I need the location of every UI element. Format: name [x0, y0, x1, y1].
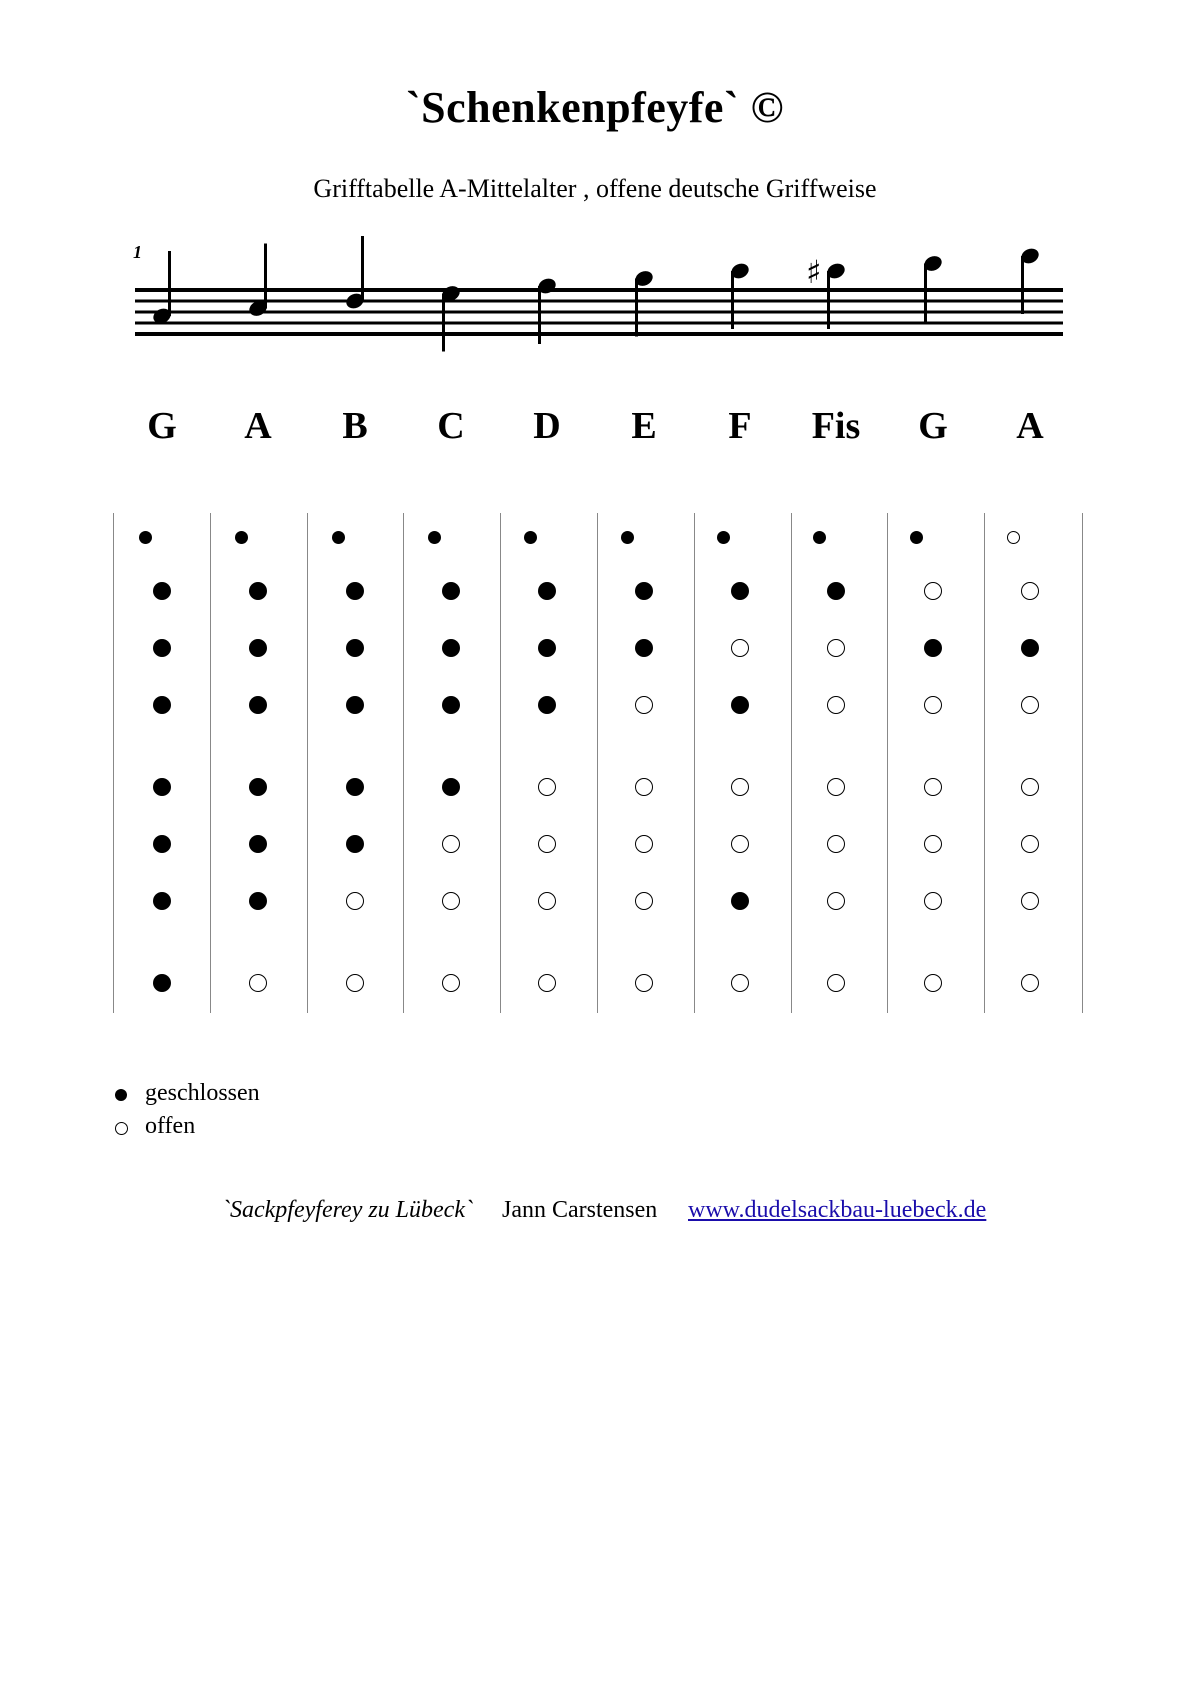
- fingering-chart: [113, 513, 1083, 1013]
- closed-hole-icon: [538, 696, 556, 714]
- measure-number: 1: [133, 242, 142, 262]
- closed-hole-icon: [442, 639, 460, 657]
- open-hole-icon: [442, 892, 460, 910]
- closed-hole-icon: [249, 582, 267, 600]
- open-hole-icon: [827, 778, 845, 796]
- staff-lines: [135, 290, 1063, 334]
- closed-hole-icon: [346, 696, 364, 714]
- open-hole-icon: [924, 835, 942, 853]
- closed-hole-icon: [442, 778, 460, 796]
- open-hole-icon: [827, 974, 845, 992]
- fingering-column: [307, 513, 403, 1013]
- open-hole-icon: [635, 696, 653, 714]
- open-hole-icon: [1021, 778, 1039, 796]
- page-subtitle: Grifftabelle A-Mittelalter , offene deutsche Griffweise: [313, 174, 877, 203]
- closed-hole-icon: [249, 778, 267, 796]
- closed-hole-icon: [346, 639, 364, 657]
- open-hole-icon: [346, 892, 364, 910]
- open-hole-icon: [827, 639, 845, 657]
- open-hole-icon: [1007, 531, 1020, 544]
- fingering-column: [984, 513, 1082, 1013]
- page-title: `Schenkenpfeyfe` ©: [406, 83, 784, 132]
- closed-hole-icon: [153, 696, 171, 714]
- closed-hole-icon: [249, 639, 267, 657]
- open-hole-icon: [827, 835, 845, 853]
- closed-hole-icon: [910, 531, 923, 544]
- open-hole-icon: [827, 892, 845, 910]
- closed-hole-icon: [346, 835, 364, 853]
- open-hole-icon: [924, 892, 942, 910]
- open-hole-icon: [538, 974, 556, 992]
- open-hole-icon: [1021, 835, 1039, 853]
- open-hole-icon: [538, 835, 556, 853]
- open-hole-icon: [1021, 974, 1039, 992]
- legend-closed-label: geschlossen: [145, 1080, 260, 1106]
- open-hole-icon: [538, 892, 556, 910]
- footer-website-link[interactable]: www.dudelsackbau-luebeck.de: [688, 1197, 987, 1223]
- closed-hole-icon: [332, 531, 345, 544]
- fingering-column: [791, 513, 887, 1013]
- closed-hole-icon: [153, 639, 171, 657]
- open-hole-icon: [346, 974, 364, 992]
- closed-hole-icon: [249, 696, 267, 714]
- closed-hole-icon: [153, 582, 171, 600]
- open-hole-icon: [1021, 696, 1039, 714]
- fingering-column: [887, 513, 984, 1013]
- closed-hole-icon: [115, 1089, 127, 1101]
- closed-hole-icon: [346, 582, 364, 600]
- open-hole-icon: [731, 974, 749, 992]
- closed-hole-icon: [924, 639, 942, 657]
- fingering-column: [113, 513, 210, 1013]
- open-hole-icon: [635, 974, 653, 992]
- open-hole-icon: [1021, 892, 1039, 910]
- closed-hole-icon: [346, 778, 364, 796]
- open-hole-icon: [924, 974, 942, 992]
- note-name: Fis: [811, 405, 861, 447]
- music-staff: [0, 0, 1190, 380]
- closed-hole-icon: [428, 531, 441, 544]
- open-hole-icon: [249, 974, 267, 992]
- note-name: G: [918, 405, 948, 447]
- closed-hole-icon: [635, 582, 653, 600]
- closed-hole-icon: [538, 582, 556, 600]
- fingering-column: [597, 513, 694, 1013]
- note-name: A: [244, 405, 272, 447]
- open-hole-icon: [635, 892, 653, 910]
- fingering-column: [694, 513, 791, 1013]
- closed-hole-icon: [731, 696, 749, 714]
- closed-hole-icon: [635, 639, 653, 657]
- note-name: A: [1016, 405, 1044, 447]
- closed-hole-icon: [153, 778, 171, 796]
- fingering-column: [403, 513, 500, 1013]
- fingering-column: [500, 513, 597, 1013]
- closed-hole-icon: [524, 531, 537, 544]
- closed-hole-icon: [249, 835, 267, 853]
- note-name: F: [728, 405, 752, 447]
- open-hole-icon: [538, 778, 556, 796]
- closed-hole-icon: [827, 582, 845, 600]
- closed-hole-icon: [621, 531, 634, 544]
- closed-hole-icon: [1021, 639, 1039, 657]
- open-hole-icon: [924, 696, 942, 714]
- closed-hole-icon: [153, 835, 171, 853]
- closed-hole-icon: [442, 696, 460, 714]
- sharp-icon: ♯: [806, 253, 822, 291]
- closed-hole-icon: [442, 582, 460, 600]
- note-name: B: [342, 405, 368, 447]
- open-hole-icon: [731, 639, 749, 657]
- footer-author: Jann Carstensen: [502, 1197, 658, 1223]
- open-hole-icon: [1021, 582, 1039, 600]
- footer: [0, 1197, 1190, 1227]
- note-name: D: [533, 405, 561, 447]
- open-hole-icon: [115, 1122, 128, 1135]
- note-name: C: [437, 405, 465, 447]
- fingering-column: [210, 513, 307, 1013]
- open-hole-icon: [442, 974, 460, 992]
- closed-hole-icon: [139, 531, 152, 544]
- open-hole-icon: [731, 835, 749, 853]
- open-hole-icon: [827, 696, 845, 714]
- closed-hole-icon: [731, 582, 749, 600]
- note-name-row: [0, 404, 1190, 454]
- open-hole-icon: [635, 835, 653, 853]
- closed-hole-icon: [153, 892, 171, 910]
- open-hole-icon: [635, 778, 653, 796]
- note-name: G: [147, 405, 177, 447]
- column-divider: [1082, 513, 1083, 1013]
- closed-hole-icon: [235, 531, 248, 544]
- closed-hole-icon: [731, 892, 749, 910]
- closed-hole-icon: [538, 639, 556, 657]
- closed-hole-icon: [717, 531, 730, 544]
- closed-hole-icon: [813, 531, 826, 544]
- closed-hole-icon: [153, 974, 171, 992]
- open-hole-icon: [442, 835, 460, 853]
- closed-hole-icon: [249, 892, 267, 910]
- footer-workshop: `Sackpfeyferey zu Lübeck`: [222, 1197, 473, 1223]
- legend-open-label: offen: [145, 1113, 196, 1139]
- open-hole-icon: [731, 778, 749, 796]
- open-hole-icon: [924, 582, 942, 600]
- note-name: E: [631, 405, 657, 447]
- open-hole-icon: [924, 778, 942, 796]
